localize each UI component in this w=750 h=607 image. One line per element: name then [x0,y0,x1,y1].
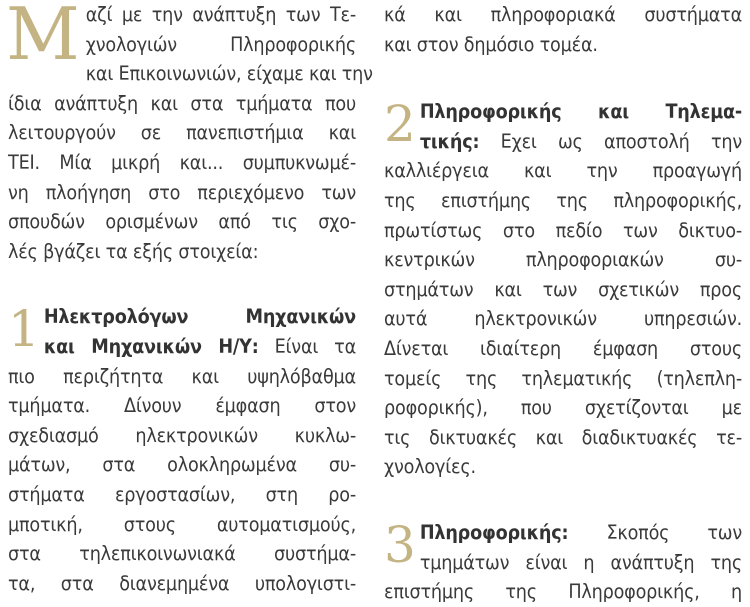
item2-line: ροφορικής), που σχετίζονται με [384,396,742,420]
item3-title-1: Πληροφορικής: [419,520,569,544]
item1-continued-line: κά και πληροφοριακά συστήματα [384,3,742,26]
item1-continued [384,0,742,59]
intro-line: αζί με την ανάπτυξη των Τε- [85,3,356,26]
item2-paragraph [384,97,742,482]
item1-line: τα, στα διανεμημένα υπολογιστι- [8,571,356,595]
left-column [6,0,373,598]
intro-line: και Επικοινωνιών, είχαμε και την [85,62,373,86]
item1-line: σχεδιασμό ηλεκτρονικών κυκλω- [8,423,356,447]
item1-line: στα τηλεπικοινωνιακά συστήμα- [8,542,356,566]
item1-line: πιο περιζήτητα και υψηλόβαθμα [8,364,356,388]
intro-line: λές βγάζει τα εξής στοιχεία: [8,239,259,263]
item2-line: αυτά ηλεκτρονικών υπηρεσιών. [384,307,742,331]
item1-line2-rest: Είναι τα [258,334,356,358]
intro-line: ΤΕΙ. Μία μικρή και... συμπυκνωμέ- [8,150,356,174]
item2-line: Δίνεται ιδιαίτερη έμφαση στους [384,336,742,360]
intro-line: λειτουργούν σε πανεπιστήμια και [8,121,356,145]
item1-title-2: και Μηχανικών Η/Υ: [43,334,259,358]
item1-title-line [8,302,356,332]
item2-line: τις δικτυακές και διαδικτυακές τε- [384,425,742,449]
item2-line2-rest: Εχει ως αποστολή την [479,129,742,153]
item2-line: πρωτίστως στο πεδίο των δικτυο- [384,218,742,242]
intro-line: χνολογιών Πληροφορικής [85,32,356,56]
intro-line: ίδια ανάπτυξη και στα τμήματα που [8,91,356,115]
item2-line: καλλιέργεια και την προαγωγή [384,159,742,183]
item2-title-1: Πληροφορικής και Τηλεμα- [419,100,742,124]
item2-number: 2 [384,95,416,154]
intro-line: σπουδών ορισμένων από τις σχο- [8,210,356,234]
item2-line: της επιστήμης της πληροφορικής, [384,188,742,212]
item1-title-line [8,332,356,362]
intro-paragraph [6,0,373,266]
item1-number: 1 [8,300,40,359]
item1-line: στήματα εργοστασίων, στη ρο- [8,482,356,506]
item1-title-1: Ηλεκτρολόγων Μηχανικών [43,305,356,329]
intro-line: νη πλοήγηση στο περιεχόμενο των [8,180,356,204]
item3-line: τμημάτων είναι η ανάπτυξη της [419,550,742,574]
item1-continued-line: και στον δημόσιο τομέα. [384,32,598,56]
item3-number: 3 [384,515,416,574]
item1-line: μάτων, στα ολοκληρωμένα συ- [8,453,356,477]
item3-line1-rest: Σκοπός των [568,520,742,544]
item2-line: κεντρικών πληροφοριακών συ- [384,248,742,272]
item1-line: μποτική, στους αυτοματισμούς, [8,512,356,536]
item1-paragraph [8,302,356,598]
item2-line: χνολογίες. [384,455,476,479]
item3-title-line [384,518,742,548]
right-column [384,0,742,607]
item1-line: τμήματα. Δίνουν έμφαση στον [8,394,356,418]
item2-line: τομείς της τηλεματικής (τηλεπλη- [384,366,742,390]
item3-line: επιστήμης της Πληροφορικής, η [384,580,742,604]
item2-title-line [384,127,742,157]
item2-title-2: τικής: [419,129,480,153]
item3-paragraph [384,515,742,607]
item2-line: στημάτων και των σχετικών προς [384,277,742,301]
item2-title-line [384,97,742,127]
intro-dropcap: Μ [6,0,80,76]
